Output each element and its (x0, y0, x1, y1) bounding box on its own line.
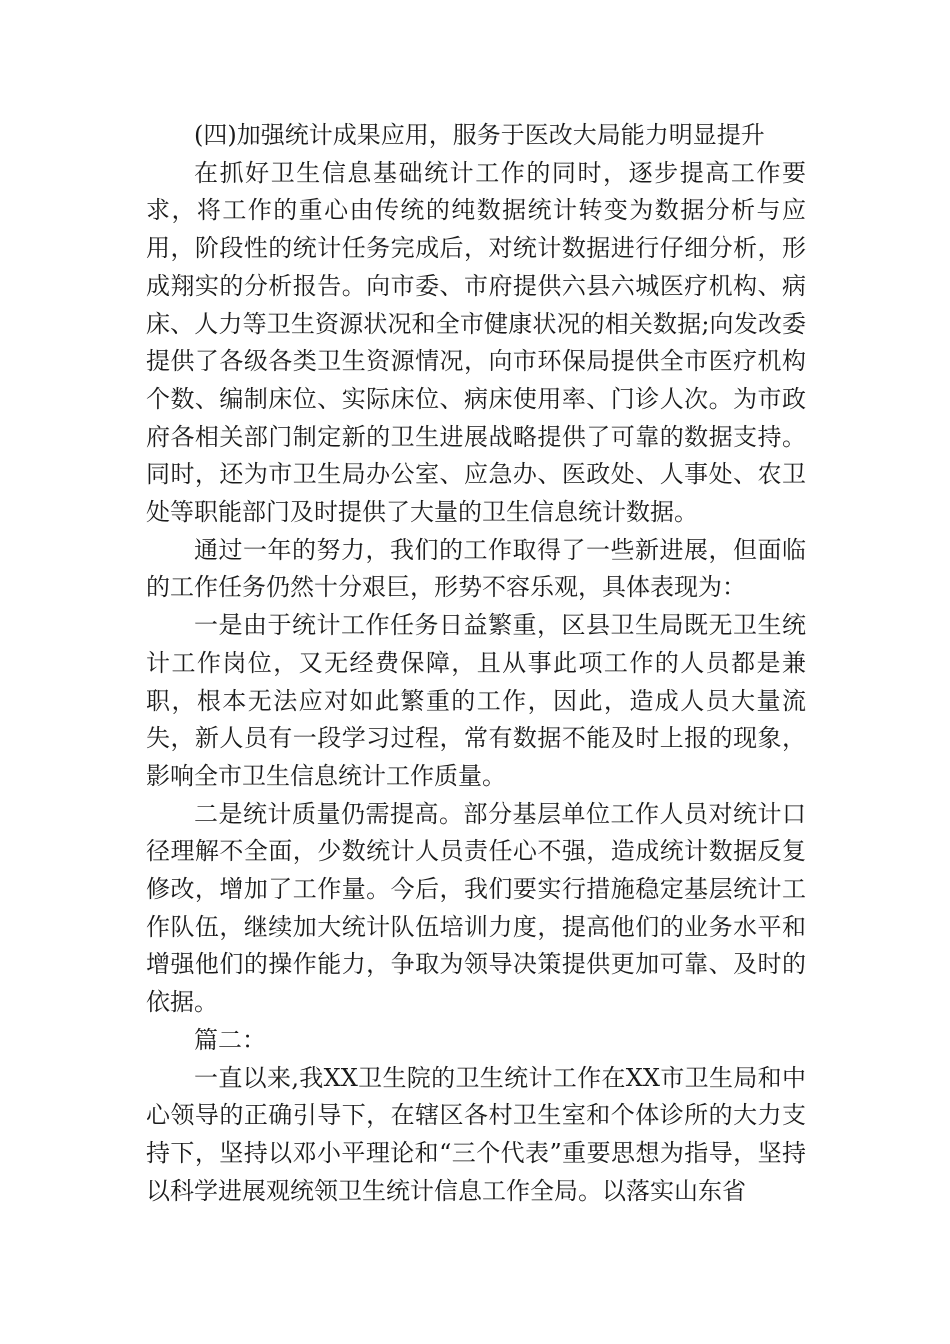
document-body (146, 117, 806, 1210)
body-paragraph: 在抓好卫生信息基础统计工作的同时，逐步提高工作要求，将工作的重心由传统的纯数据统计转变为数据分析与应用，阶段性的统计任务完成后，对统计数据进行仔细分析，形成翔实的分析报告。向市委、市府提供六县六城医疗机构、病床、人力等卫生资源状况和全市健康状况的相关数据;向发改委提供了各级各类卫生资源情况，向市环保局提供全市医疗机构个数、编制床位、实际床位、病床使用率、门诊人次。为市政府各相关部门制定新的卫生进展战略提供了可靠的数据支持。同时，还为市卫生局办公室、应急办、医政处、人事处、农卫处等职能部门及时提供了大量的卫生信息统计数据。 (146, 158, 806, 527)
part-heading: 篇二： (194, 1025, 266, 1054)
body-paragraph: 一直以来,我XX卫生院的卫生统计工作在XX市卫生局和中心领导的正确引导下，在辖区各村卫生室和个体诊所的大力支持下，坚持以邓小平理论和“三个代表”重要思想为指导，坚持以科学进展观统领卫生统计信息工作全局。以落实山东省 (146, 1063, 806, 1205)
body-paragraph: 二是统计质量仍需提高。部分基层单位工作人员对统计口径理解不全面，少数统计人员责任心不强，造成统计数据反复修改，增加了工作量。今后，我们要实行措施稳定基层统计工作队伍，继续加大统计队伍培训力度，提高他们的业务水平和增强他们的操作能力，争取为领导决策提供更加可靠、及时的依据。 (146, 799, 806, 1017)
body-paragraph: 通过一年的努力，我们的工作取得了一些新进展，但面临的工作任务仍然十分艰巨，形势不容乐观，具体表现为： (146, 535, 806, 602)
section-heading: (四)加强统计成果应用，服务于医改大局能力明显提升 (194, 121, 765, 149)
body-paragraph: 一是由于统计工作任务日益繁重，区县卫生局既无卫生统计工作岗位，又无经费保障，且从事此项工作的人员都是兼职，根本无法应对如此繁重的工作，因此，造成人员大量流失，新人员有一段学习过程，常有数据不能及时上报的现象，影响全市卫生信息统计工作质量。 (146, 611, 806, 790)
